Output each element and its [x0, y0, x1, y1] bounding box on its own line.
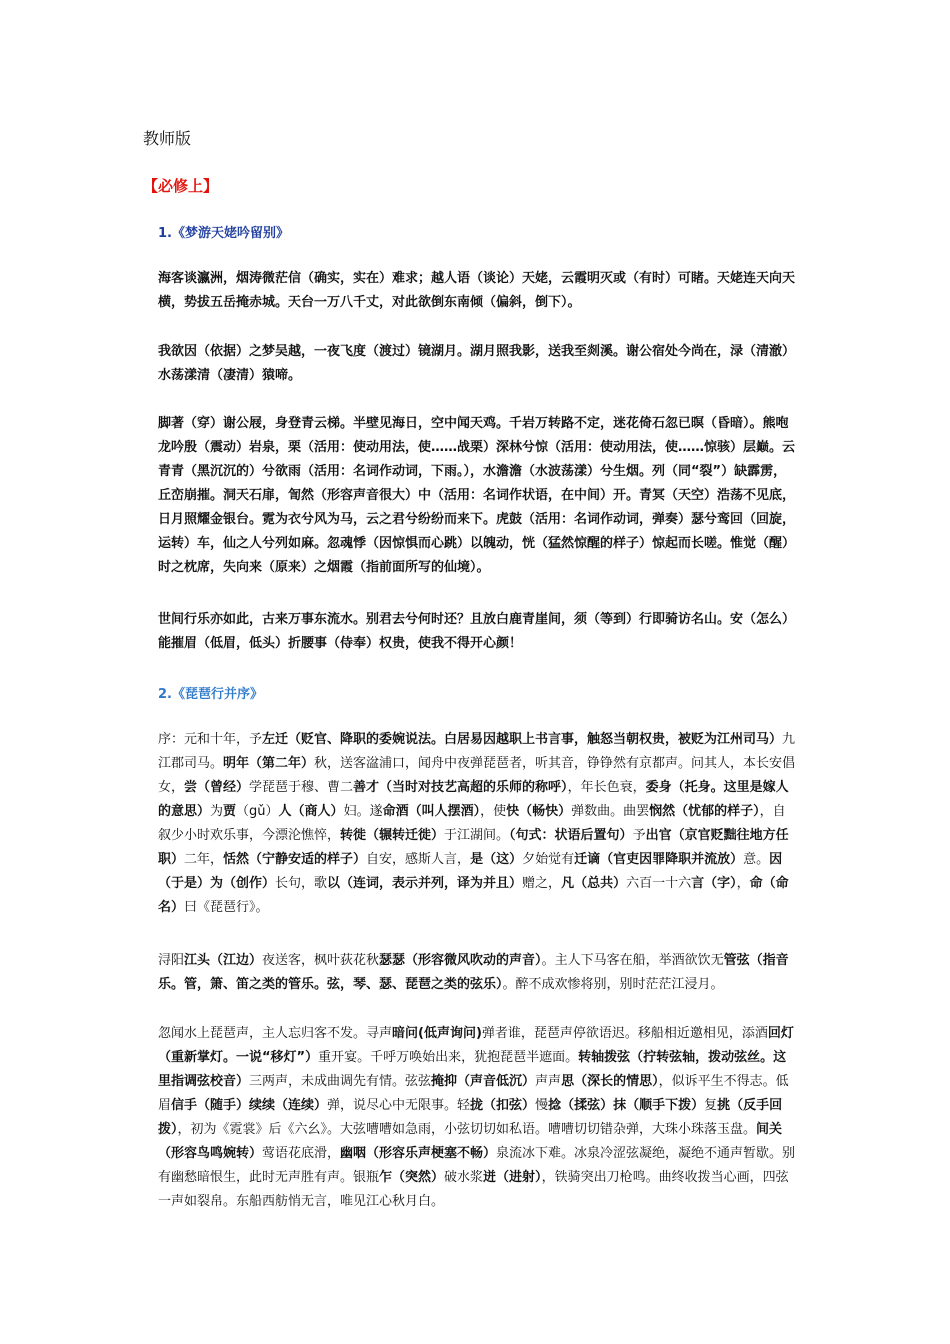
text-run: 。主人下马客在船，举酒欲饮无: [541, 953, 724, 968]
text-run: 迁谪（官吏因罪降职并流放）: [574, 852, 744, 867]
text-run: 转轴拨弦（拧转弦轴，拨动弦丝。这里指调弦校音）: [158, 1050, 787, 1089]
text-run: 赠之，: [522, 876, 562, 891]
text-run: 以（连词，表示并列，译为并且）: [327, 876, 523, 891]
text-run: 信手（随手）续续（连续）: [171, 1098, 328, 1113]
text-run: 委身（托身。这里是嫁人的意思）: [158, 780, 789, 819]
text-run: 曰《琵琶行》。: [184, 900, 269, 915]
text-run: 世间行乐亦如此，古来万事东流水。别君去兮何时还？且放白鹿青崖间，须（等到）行即骑访名山。安（怎么）能摧眉（低眉，低头）折腰事（侍奉）权贵，使我不得开心颜！: [158, 612, 796, 651]
text-run: 序：元和十年，予: [158, 732, 263, 747]
text-run: 于江湖间。: [444, 828, 510, 843]
text-run: 江头（江边）: [184, 953, 263, 968]
text-run: 学琵琶于穆、曹二: [249, 780, 354, 795]
text-run: 弹者谁，琵琶声停欲语迟。移船相近邀相见，添酒: [481, 1026, 768, 1041]
text-run: 尝（曾经）: [184, 780, 250, 795]
text-run: 幽咽（形容乐声梗塞不畅）: [340, 1146, 497, 1161]
text-run: ，: [736, 876, 750, 891]
text-run: 明年（第二年）: [223, 756, 315, 771]
text-run: 海客谈瀛洲，烟涛微茫信（确实，实在）难求；越人语（谈论）天姥，云霞明灭或（有时）可睹。天姥连天向天横，势拔五岳掩赤城。天台一万八千丈，对此欲倒东南倾（偏斜，倒下）。: [158, 271, 796, 310]
poem-heading-2: 2.《琵琶行并序》: [158, 687, 263, 702]
text-run: 声声: [535, 1074, 562, 1089]
text-run: 九江郡司马。: [158, 732, 796, 771]
text-run: 出官（京官贬黜往地方任职）: [158, 828, 789, 867]
text-run: （句式：状语后置句）: [509, 828, 633, 843]
document-title: 教师版: [143, 129, 192, 148]
text-run: 左迁（贬官、降职的委婉说法。白居易因越职上书言事，触怒当朝权贵，被贬为江州司马）: [262, 732, 783, 747]
text-run: 管弦（指音乐。管，箫、笛之类的管乐。弦，琴、瑟、琵琶之类的弦乐）: [158, 953, 789, 992]
text-run: 暗问(低声询问): [392, 1026, 482, 1041]
text-run: 掩抑（声音低沉）: [431, 1074, 536, 1089]
text-run: 重开宴。千呼万唤始出来，犹抱琵琶半遮面。: [318, 1050, 579, 1065]
poem2-paragraph-1: [158, 949, 798, 997]
text-run: 瑟瑟（形容微风吹动的声音）: [379, 953, 542, 968]
poem1-paragraph-3: [158, 412, 798, 580]
text-run: ，初为《霓裳》后《六幺》。大弦嘈嘈如急雨，小弦切切如私语。嘈嘈切切错杂弹，大珠小珠落玉盘。: [177, 1122, 757, 1137]
text-run: ，似诉平生不得志。低眉: [158, 1074, 789, 1113]
text-run: ，铁骑突出刀枪鸣。曲终收拨当心画，四弦一声如裂帛。东船西舫悄无言，唯见江心秋月白。: [158, 1170, 789, 1209]
text-run: 我欲因（依据）之梦吴越，一夜飞度（渡过）镜湖月。湖月照我影，送我至剡溪。谢公宿处今尚在，渌（清澈）水荡漾清（凄清）猿啼。: [158, 344, 796, 383]
text-run: 二年，: [184, 852, 224, 867]
text-run: 间关（形容鸟鸣婉转）: [158, 1122, 783, 1161]
poem2-paragraph-2: [158, 1022, 798, 1214]
poem1-paragraph-4: [158, 608, 798, 656]
text-run: 长句，歌: [275, 876, 328, 891]
text-run: 因（于是）为（创作）: [158, 852, 783, 891]
text-run: （gǔ）: [236, 804, 279, 819]
text-run: 贾: [223, 804, 237, 819]
text-run: 秋，送客湓浦口，闻舟中夜弹琵琶者，听其音，铮铮然有京都声。问其人，本长安倡女，: [158, 756, 796, 795]
text-run: ，年长色衰，: [567, 780, 646, 795]
text-run: 夕始觉有: [522, 852, 575, 867]
text-run: 人（商人）: [278, 804, 344, 819]
text-run: 夜送客，枫叶荻花秋: [262, 953, 380, 968]
text-run: 言（字）: [691, 876, 737, 891]
text-run: 浔阳: [158, 953, 185, 968]
text-run: 是（这）: [470, 852, 523, 867]
text-run: ，自叙少小时欢乐事，今漂沦憔悴，: [158, 804, 786, 843]
text-run: 三两声，未成曲调先有情。弦弦: [249, 1074, 432, 1089]
text-run: 善才（当时对技艺高超的乐师的称呼）: [353, 780, 568, 795]
poem1-paragraph-2: [158, 340, 798, 388]
text-run: ，使: [480, 804, 507, 819]
text-run: 捻（揉弦）抹（顺手下拨）: [548, 1098, 705, 1113]
text-run: 迸（进射）: [483, 1170, 542, 1185]
text-run: 转徙（辗转迁徙）: [340, 828, 445, 843]
text-run: 为: [210, 804, 224, 819]
text-run: 破水浆: [444, 1170, 484, 1185]
text-run: 。醉不成欢惨将别，别时茫茫江浸月。: [502, 977, 724, 992]
poem-heading-1: 1.《梦游天姥吟留别》: [158, 226, 289, 241]
text-run: 凡（总共）: [561, 876, 627, 891]
text-run: 悯然（忧郁的样子）: [649, 804, 760, 819]
text-run: 自安，感斯人言，: [366, 852, 471, 867]
poem1-paragraph-1: [158, 267, 798, 315]
text-run: 忽闻水上琵琶声，主人忘归客不发。寻声: [158, 1026, 393, 1041]
poem2-preface: [158, 728, 798, 920]
text-run: 乍（突然）: [379, 1170, 445, 1185]
text-run: 弹，说尽心中无限事。轻: [327, 1098, 471, 1113]
text-run: 挑（反手回拨）: [158, 1098, 783, 1137]
text-run: 予: [632, 828, 646, 843]
text-run: 弹数曲。曲罢: [571, 804, 650, 819]
section-header: 【必修上】: [143, 177, 219, 195]
text-run: 六百一十六: [626, 876, 692, 891]
text-run: 莺语花底滑，: [262, 1146, 341, 1161]
text-run: 思（深长的情思）: [561, 1074, 659, 1089]
text-run: 快（畅快）: [506, 804, 572, 819]
text-run: 命（命名）: [158, 876, 789, 915]
text-run: 命酒（叫人摆酒）: [382, 804, 481, 819]
text-run: 慢: [535, 1098, 549, 1113]
text-run: 脚著（穿）谢公屐，身登青云梯。半壁见海日，空中闻天鸡。千岩万转路不定，迷花倚石忽已暝（昏暗）。熊咆龙吟殷（震动）岩泉，栗（活用：使动用法，使……战栗）深林兮惊（活用：使动用法，使……惊骇）层巅。云青青（黑沉沉的）兮欲雨（活用：名词作动词，下雨。），水澹澹（水波荡漾）兮生烟。列（同“裂”）缺霹雳，丘峦崩摧。洞天石扉，訇然（形容声音很大）中（活用：名词作状语，在中间）开。青冥（天空）浩荡不见底，日月照耀金银台。霓为衣兮风为马，云之君兮纷纷而来下。虎鼓（活用：名词作动词，弹奏）瑟兮鸾回（回旋，运转）车，仙之人兮列如麻。忽魂悸（因惊惧而心跳）以魄动，恍（猛然惊醒的样子）惊起而长嗟。惟觉（醒）时之枕席，失向来（原来）之烟霞（指前面所写的仙境）。: [158, 416, 796, 575]
text-run: 意。: [743, 852, 770, 867]
text-run: 拢（扣弦）: [470, 1098, 536, 1113]
text-run: 复: [704, 1098, 718, 1113]
text-run: 回灯（重新掌灯。一说“移灯”）: [158, 1026, 794, 1065]
text-run: 妇。遂: [343, 804, 383, 819]
text-run: 泉流冰下难。冰泉冷涩弦凝绝，凝绝不通声暂歇。别有幽愁暗恨生，此时无声胜有声。银瓶: [158, 1146, 796, 1185]
text-run: 恬然（宁静安适的样子）: [223, 852, 367, 867]
